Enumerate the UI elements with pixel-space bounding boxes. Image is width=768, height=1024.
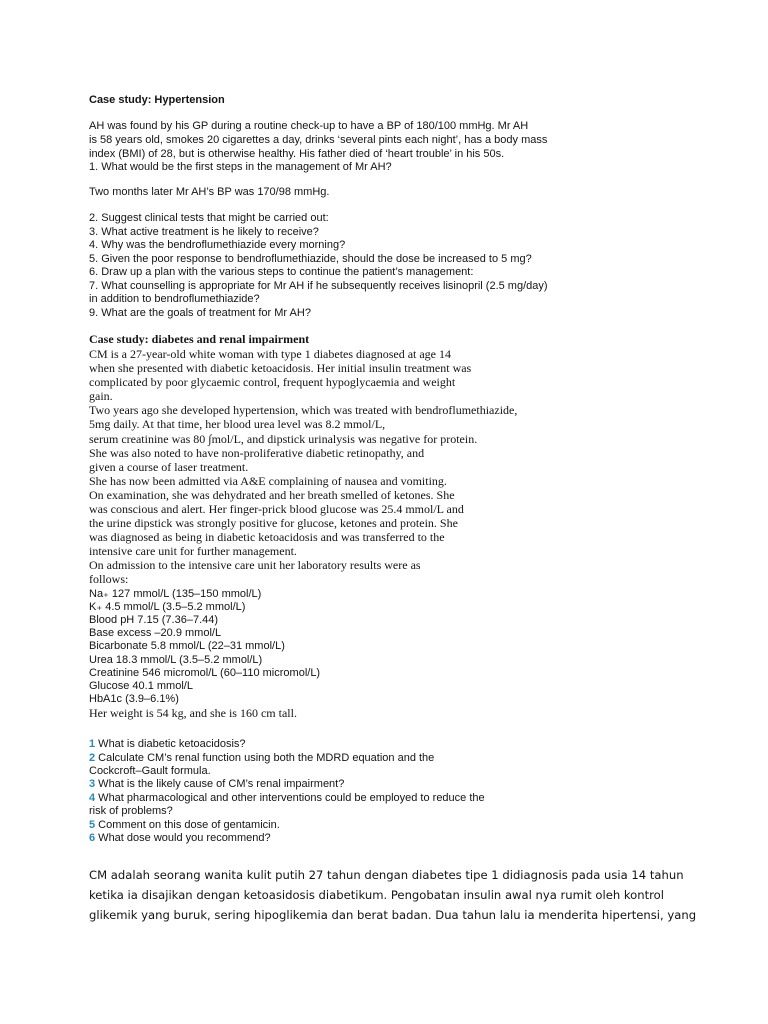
case2-question <box>89 765 211 778</box>
case2-question <box>89 778 344 791</box>
question-text: Cockcroft–Gault formula. <box>89 765 211 777</box>
lab-result: Base excess –20.9 mmol/L <box>89 627 222 639</box>
case2-title: Case study: diabetes and renal impairment <box>89 332 310 346</box>
case2-question <box>89 738 246 751</box>
lab-result: Creatinine 546 micromol/L (60–110 micromol/L) <box>89 667 321 679</box>
question-text: What dose would you recommend? <box>95 832 271 844</box>
case2-narrative-line: She has now been admitted via A&E complaining of nausea and vomiting. <box>89 474 447 488</box>
case1-question: 9. What are the goals of treatment for Mr AH? <box>89 307 311 319</box>
question-number: 5 <box>89 819 96 831</box>
case1-title: Case study: Hypertension <box>89 94 225 106</box>
question-number: 3 <box>89 778 96 790</box>
case2-weight-line: Her weight is 54 kg, and she is 160 cm tall. <box>89 706 297 720</box>
lab-result: Urea 18.3 mmol/L (3.5–5.2 mmol/L) <box>89 654 263 666</box>
case2-narrative-line: intensive care unit for further management. <box>89 544 297 558</box>
question-number: 1 <box>89 738 96 750</box>
case2-narrative-line: 5mg daily. At that time, her blood urea level was 8.2 mmol/L, <box>89 417 386 431</box>
case2-question <box>89 792 485 805</box>
case2-narrative-line: On admission to the intensive care unit her laboratory results were as <box>89 558 421 572</box>
question-number: 2 <box>89 752 96 764</box>
case2-narrative-line: gain. <box>89 389 113 403</box>
case2-narrative-line: CM is a 27-year-old white woman with type 1 diabetes diagnosed at age 14 <box>89 347 452 361</box>
lab-result: Blood pH 7.15 (7.36–7.44) <box>89 614 219 626</box>
lab-result: Na₊ 127 mmol/L (135–150 mmol/L) <box>89 588 262 600</box>
lab-result: Glucose 40.1 mmol/L <box>89 680 193 692</box>
case1-question: 5. Given the poor response to bendroflumethiazide, should the dose be increased to 5 mg? <box>89 253 532 265</box>
case2-question <box>89 752 434 765</box>
case1-question-1: 1. What would be the first steps in the management of Mr AH? <box>89 161 392 173</box>
case2-narrative-line: the urine dipstick was strongly positive for glucose, ketones and protein. She <box>89 516 458 530</box>
case1-question: 2. Suggest clinical tests that might be carried out: <box>89 212 329 224</box>
case2-narrative-line: when she presented with diabetic ketoacidosis. Her initial insulin treatment was <box>89 361 472 375</box>
translation-line: ketika ia disajikan dengan ketoasidosis diabetikum. Pengobatan insulin awal nya rumit oleh kontrol <box>89 888 664 902</box>
lab-result: K₊ 4.5 mmol/L (3.5–5.2 mmol/L) <box>89 601 246 613</box>
question-text: What pharmacological and other interventions could be employed to reduce the <box>95 792 485 804</box>
question-text: Comment on this dose of gentamicin. <box>95 819 280 831</box>
lab-result: Bicarbonate 5.8 mmol/L (22–31 mmol/L) <box>89 640 285 652</box>
case2-question <box>89 832 271 845</box>
case2-narrative-line: On examination, she was dehydrated and her breath smelled of ketones. She <box>89 488 455 502</box>
case2-narrative-line: Two years ago she developed hypertension, which was treated with bendroflumethiazide, <box>89 403 518 417</box>
translation-line: CM adalah seorang wanita kulit putih 27 tahun dengan diabetes tipe 1 didiagnosis pada usia 14 tahun <box>89 868 684 882</box>
lab-result: HbA1c (3.9–6.1%) <box>89 693 179 705</box>
case1-question: 3. What active treatment is he likely to receive? <box>89 226 319 238</box>
question-number: 6 <box>89 832 96 844</box>
case1-question: 6. Draw up a plan with the various steps to continue the patient’s management: <box>89 266 474 278</box>
case1-followup: Two months later Mr AH’s BP was 170/98 mmHg. <box>89 186 330 198</box>
case2-narrative-line: She was also noted to have non-proliferative diabetic retinopathy, and <box>89 446 425 460</box>
translation-line: glikemik yang buruk, sering hipoglikemia dan berat badan. Dua tahun lalu ia menderita hipertensi, yang <box>89 908 697 922</box>
case2-narrative-line: was diagnosed as being in diabetic ketoacidosis and was transferred to the <box>89 530 445 544</box>
question-text: Calculate CM’s renal function using both the MDRD equation and the <box>95 752 435 764</box>
case2-question <box>89 819 280 832</box>
case1-intro-line: AH was found by his GP during a routine check-up to have a BP of 180/100 mmHg. Mr AH <box>89 120 529 132</box>
question-text: What is diabetic ketoacidosis? <box>95 738 246 750</box>
question-text: risk of problems? <box>89 805 173 817</box>
case2-question <box>89 805 173 818</box>
case1-intro-line: index (BMI) of 28, but is otherwise healthy. His father died of ‘heart trouble’ in his 50s. <box>89 148 505 160</box>
question-number: 4 <box>89 792 96 804</box>
case2-narrative-line: was conscious and alert. Her finger-prick blood glucose was 25.4 mmol/L and <box>89 502 464 516</box>
case2-narrative-line: follows: <box>89 572 129 586</box>
case1-intro-line: is 58 years old, smokes 20 cigarettes a day, drinks ‘several pints each night’, has a body mass <box>89 134 548 146</box>
case2-narrative-line: serum creatinine was 80 ∫mol/L, and dipstick urinalysis was negative for protein. <box>89 432 478 446</box>
case1-question: 4. Why was the bendroflumethiazide every morning? <box>89 239 346 251</box>
case1-question: 7. What counselling is appropriate for Mr AH if he subsequently receives lisinopril (2.5 mg/day) <box>89 280 548 292</box>
case2-narrative-line: complicated by poor glycaemic control, frequent hypoglycaemia and weight <box>89 375 456 389</box>
case1-question: in addition to bendroflumethiazide? <box>89 293 260 305</box>
case2-narrative-line: given a course of laser treatment. <box>89 460 249 474</box>
question-text: What is the likely cause of CM’s renal impairment? <box>95 778 345 790</box>
